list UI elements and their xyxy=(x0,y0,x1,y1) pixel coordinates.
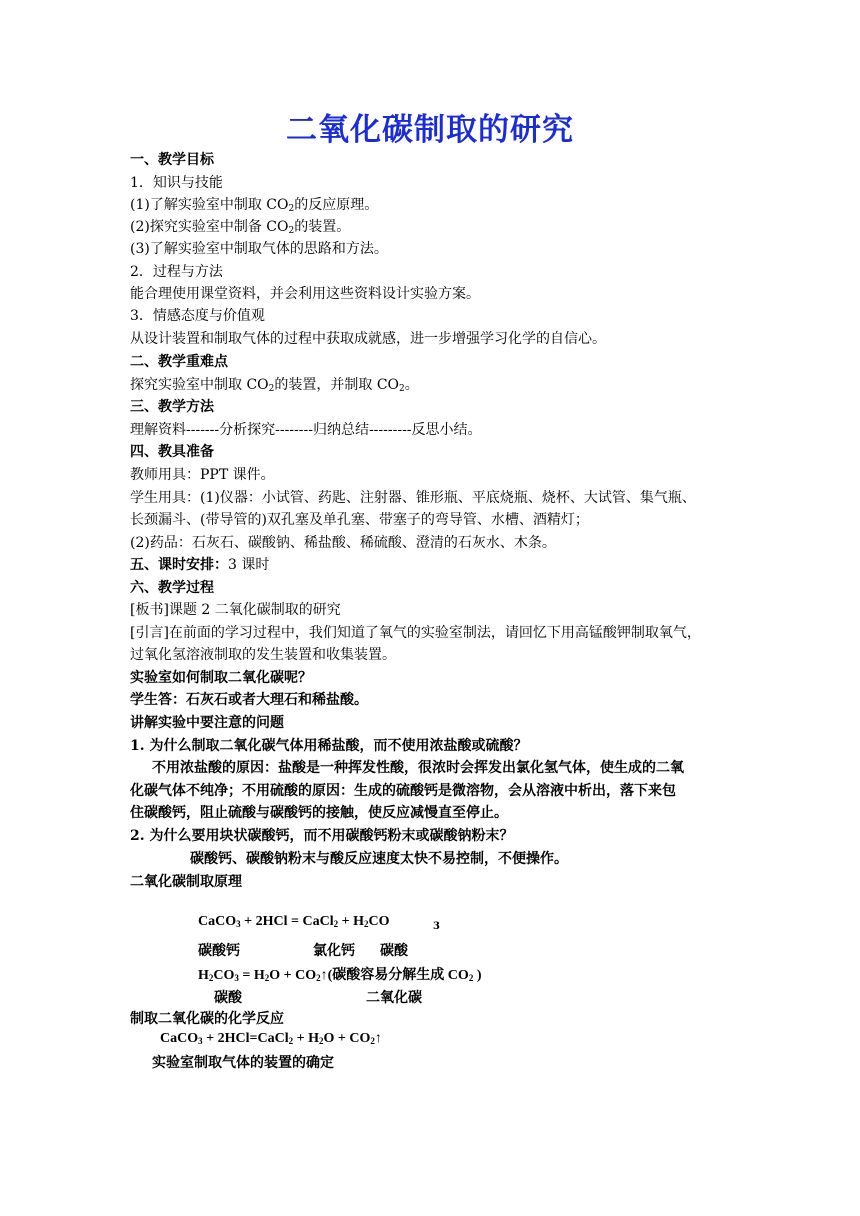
chemical-equation: CaCO$_3$ + 2HCl=CaCl$_2$ + $H_2O$ + $CO_2↑$ xyxy=(160,1031,382,1046)
answer: 化碳气体不纯净；不用硫酸的原因：生成的硫酸钙是微溶物，会从溶液中析出，落下来包 xyxy=(130,783,676,799)
paragraph: 理解资料-------分析探究--------归纳总结---------反思小结。 xyxy=(130,422,482,438)
answer: 碳酸钙、碳酸钠粉末与酸反应速度太快不易控制，不便操作。 xyxy=(190,851,568,867)
question: 1. 为什么制取二氧化碳气体用稀盐酸，而不使用浓盐酸或硫酸？ xyxy=(130,738,528,754)
subheading: 讲解实验中要注意的问题 xyxy=(130,715,284,731)
goal-line: (3)了解实验室中制取气体的思路和方法。 xyxy=(130,241,388,257)
paragraph: 长颈漏斗、(带导管的)双孔塞及单孔塞、带塞子的弯导管、水槽、酒精灯； xyxy=(130,512,589,528)
paragraph: 学生用具：(1)仪器：小试管、药匙、注射器、锥形瓶、平底烧瓶、烧杯、大试管、集气瓶、 xyxy=(130,490,696,506)
paragraph: [板书]课题 2 二氧化碳制取的研究 xyxy=(130,602,341,618)
question: 2. 为什么要用块状碳酸钙，而不用碳酸钙粉末或碳酸钠粉末？ xyxy=(130,828,514,844)
chemical-equation: CaCO$_3$ + 2HCl = CaCl$_2$ + $H_2CO$ xyxy=(198,914,390,929)
paragraph: 过氧化氢溶液制取的发生装置和收集装置。 xyxy=(130,647,396,663)
answer: 学生答：石灰石或者大理石和稀盐酸。 xyxy=(130,692,368,708)
equation-label: 碳酸 xyxy=(214,990,242,1006)
paragraph: 探究实验室中制取 $CO_2$的装置，并制取 $CO_2$。 xyxy=(130,377,419,394)
page-title: 二氧化碳制取的研究 xyxy=(286,112,574,148)
subsection-heading: 3．情感态度与价值观 xyxy=(130,308,265,324)
section-heading: 六、教学过程 xyxy=(130,580,214,596)
paragraph: 从设计装置和制取气体的过程中获取成就感，进一步增强学习化学的自信心。 xyxy=(130,331,606,347)
equation-label: 碳酸 xyxy=(380,943,408,959)
section-heading: 二、教学重难点 xyxy=(130,354,228,370)
paragraph: (2)药品：石灰石、碳酸钠、稀盐酸、稀硫酸、澄清的石灰水、木条。 xyxy=(130,535,556,551)
answer: 住碳酸钙，阻止硫酸与碳酸钙的接触，使反应减慢直至停止。 xyxy=(130,805,508,821)
subheading: 制取二氧化碳的化学反应 xyxy=(130,1011,284,1027)
paragraph: 能合理使用课堂资料，并会利用这些资料设计实验方案。 xyxy=(130,286,480,302)
equation-subscript: 3 xyxy=(433,921,440,932)
goal-line: (1)了解实验室中制取 $CO_2$的反应原理。 xyxy=(130,197,379,214)
section-heading: 五、课时安排：3 课时 xyxy=(130,557,270,573)
answer: 不用浓盐酸的原因：盐酸是一种挥发性酸，很浓时会挥发出氯化氢气体，使生成的二氧 xyxy=(152,760,684,776)
subsection-heading: 1．知识与技能 xyxy=(130,175,223,191)
question: 实验室如何制取二氧化碳呢？ xyxy=(130,670,312,686)
paragraph: [引言]在前面的学习过程中，我们知道了氧气的实验室制法，请回忆下用高锰酸钾制取氧气， xyxy=(130,625,701,641)
section-heading: 四、教具准备 xyxy=(130,444,214,460)
goal-line: (2)探究实验室中制备 $CO_2$的装置。 xyxy=(130,219,351,236)
section-heading: 一、教学目标 xyxy=(130,152,214,168)
equation-label: 碳酸钙 xyxy=(198,943,240,959)
subheading: 实验室制取气体的装置的确定 xyxy=(152,1055,334,1071)
subheading: 二氧化碳制取原理 xyxy=(130,874,242,890)
subsection-heading: 2．过程与方法 xyxy=(130,264,223,280)
paragraph: 教师用具：PPT 课件。 xyxy=(130,467,275,483)
section-heading: 三、教学方法 xyxy=(130,399,214,415)
equation-label: 氯化钙 xyxy=(313,943,355,959)
chemical-equation: $H_2CO_3 = H_2O$ + $CO_2↑$(碳酸容易分解生成 $CO_2$ ) xyxy=(198,968,482,983)
equation-label: 二氧化碳 xyxy=(366,990,422,1006)
